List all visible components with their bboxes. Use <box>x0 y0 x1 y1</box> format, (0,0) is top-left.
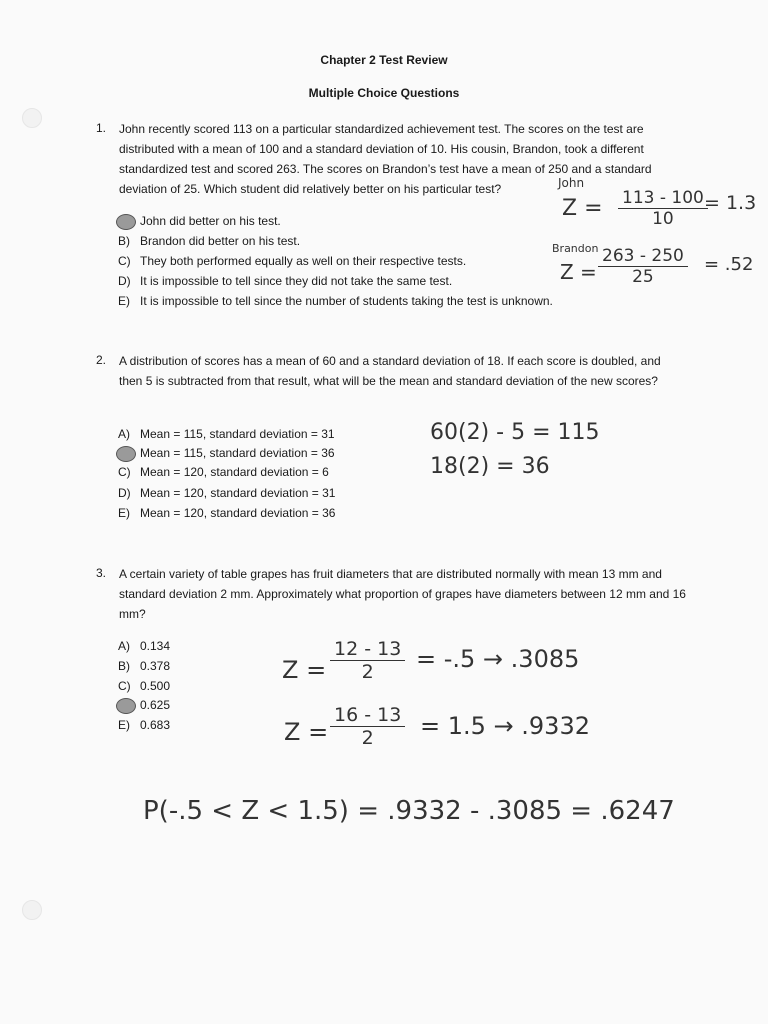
punch-hole <box>22 900 42 920</box>
handwritten-john-label: John <box>558 176 585 190</box>
choice-1e: E) It is impossible to tell since the number of students taking the test is unknown. <box>118 294 553 308</box>
handwritten-result: = -.5 → .3085 <box>416 645 580 673</box>
handwritten-fraction: $\frac{12 - 13}{2}$ <box>330 638 405 683</box>
circle-mark-icon <box>116 446 136 462</box>
choice-1a: John did better on his test. <box>118 211 281 231</box>
handwritten-z: Z = <box>284 718 329 746</box>
choice-2a: A) Mean = 115, standard deviation = 31 <box>118 427 335 441</box>
choice-3e: E) 0.683 <box>118 718 171 732</box>
handwritten-fraction: $\frac{113 - 100}{10}$ <box>618 188 708 229</box>
choice-1b: B) Brandon did better on his test. <box>118 234 301 248</box>
handwritten-result: = .52 <box>704 254 754 275</box>
choice-1d: D) It is impossible to tell since they did not take the same test. <box>118 274 453 288</box>
handwritten-fraction: $\frac{263 - 250}{25}$ <box>598 246 688 287</box>
punch-hole <box>22 108 42 128</box>
handwritten-fraction: $\frac{16 - 13}{2}$ <box>330 704 405 749</box>
handwritten-brandon-label: Brandon <box>552 242 599 255</box>
page-title: Chapter 2 Test Review <box>320 53 448 67</box>
handwritten-z: Z = <box>282 656 327 684</box>
section-subtitle: Multiple Choice Questions <box>308 86 460 100</box>
choice-2d: D) Mean = 120, standard deviation = 31 <box>118 486 336 500</box>
question-text: A distribution of scores has a mean of 60 and a standard deviation of 18. If each score is doubled, and then 5 is subtracted from that result, what will be the mean and standard deviation of the new scores? <box>119 354 661 388</box>
choice-3b: B) 0.378 <box>118 659 171 673</box>
handwritten-result: = 1.3 <box>704 192 757 214</box>
handwritten-work: 60(2) - 5 = 115 <box>430 420 600 445</box>
question-number: 1. <box>96 121 107 135</box>
question-text: John recently scored 113 on a particular standardized achievement test. The scores on the test are distributed with a mean of 100 and a standard deviation of 10. His cousin, Brandon, took a different standardized test and scored 263. The scores on Brandon’s test have a mean of 250 and a standard deviation of 25. Which student did relatively better on his particular test? <box>119 122 652 196</box>
handwritten-z: Z = <box>560 260 597 284</box>
choice-2e: E) Mean = 120, standard deviation = 36 <box>118 506 336 520</box>
choice-2c: C) Mean = 120, standard deviation = 6 <box>118 465 329 479</box>
question-text: A certain variety of table grapes has fruit diameters that are distributed normally with mean 13 mm and standard deviation 2 mm. Approximately what proportion of grapes have diameters between 12 mm and 16 mm? <box>119 567 686 621</box>
choice-3a: A) 0.134 <box>118 639 171 653</box>
handwritten-work: 18(2) = 36 <box>430 454 550 479</box>
question-number: 2. <box>96 353 107 367</box>
question-number: 3. <box>96 566 107 580</box>
choice-3d: 0.625 <box>118 695 170 715</box>
circle-mark-icon <box>116 698 136 714</box>
handwritten-probability: P(-.5 < Z < 1.5) = .9332 - .3085 = .6247 <box>143 796 675 826</box>
choice-3c: C) 0.500 <box>118 679 171 693</box>
choice-1c: C) They both performed equally as well on their respective tests. <box>118 254 467 268</box>
handwritten-z: Z = <box>562 196 603 221</box>
handwritten-result: = 1.5 → .9332 <box>420 712 590 740</box>
choice-2b: Mean = 115, standard deviation = 36 <box>118 443 335 463</box>
circle-mark-icon <box>116 214 136 230</box>
